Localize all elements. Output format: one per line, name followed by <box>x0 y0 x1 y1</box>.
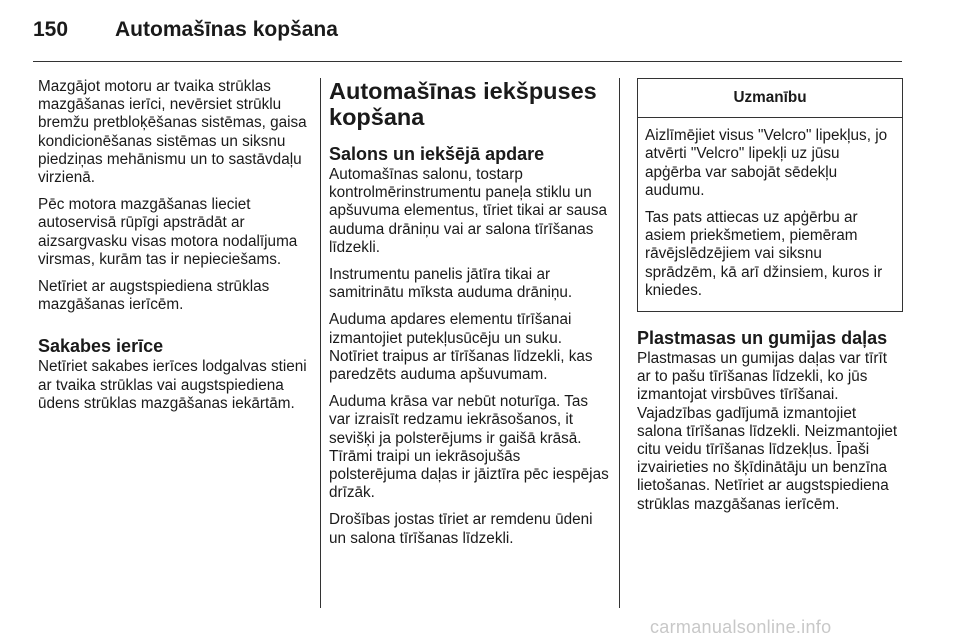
section-title: Automašīnas iekšpuses kopšana <box>329 78 597 130</box>
subheading-interior: Salons un iekšējā apdare <box>329 144 545 164</box>
page-title: Automašīnas kopšana <box>115 18 338 41</box>
paragraph: Instrumentu panelis jātīra tikai ar samitrinātu mīksta auduma drāniņu. <box>329 266 573 302</box>
subheading-plastic-rubber: Plastmasas un gumijas daļas <box>637 328 888 349</box>
caution-heading: Uzmanību <box>638 79 902 118</box>
paragraph: Netīriet ar augstspiediena strūklas mazgāšanas ierīcēm. <box>38 278 270 314</box>
paragraph: Auduma apdares elementu tīrīšanai izmantojiet putekļusūcēju un suku. Notīriet traipus ar tīrīšanas līdzekli, kas paredzēts auduma apšuvumam. <box>329 311 593 384</box>
paragraph: Netīriet sakabes ierīces lodgalvas stieni ar tvaika strūklas vai augstspiediena ūdens strūklas mazgāšanas iekārtām. <box>38 358 307 412</box>
paragraph: Tas pats attiecas uz apģērbu ar asiem priekšmetiem, piemēram rāvējslēdzējiem vai siksnu sprādzēm, kā arī džinsiem, kuros ir kniedes. <box>645 209 883 299</box>
page-header <box>33 18 338 50</box>
paragraph: Auduma krāsa var nebūt noturīga. Tas var izraisīt redzamu iekrāsošanos, it sevišķi ja polsterējums ir gaišā krāsā. Tīrāmi traipi un iekrāsojušās polsterējuma daļas ir jāiztīra pēc iespējas drīzāk. <box>329 393 609 502</box>
watermark: carmanualsonline.info <box>650 617 832 637</box>
paragraph: Drošības jostas tīriet ar remdenu ūdeni un salona tīrīšanas līdzekli. <box>329 511 593 547</box>
caution-box <box>637 78 903 312</box>
column-left <box>38 78 308 422</box>
column-middle <box>329 78 609 557</box>
caution-body <box>638 118 902 311</box>
paragraph: Pēc motora mazgāšanas lieciet autoservisā rūpīgi apstrādāt ar aizsargvasku visas motora nodalījuma virsmas, kurām tas ir nepieciešams. <box>38 196 298 268</box>
column-right <box>637 78 903 523</box>
paragraph: Mazgājot motoru ar tvaika strūklas mazgāšanas ierīci, nevērsiet strūklu bremžu pretbloķēšanas sistēmas, gaisa kondicionēšanas sistēmas un siksnu piedziņas mehānismu un to sastāvdaļu virzienā. <box>38 78 307 187</box>
page-number: 150 <box>33 18 69 41</box>
paragraph: Automašīnas salonu, tostarp kontrolmērinstrumentu paneļa stiklu un apšuvuma elementus, tīriet tikai ar sausa auduma drāniņu vai ar salona tīrīšanas līdzekli. <box>329 166 608 256</box>
paragraph: Aizlīmējiet visus "Velcro" lipekļus, jo atvērti "Velcro" lipekļi uz jūsu apģērba var sabojāt sēdekļu audumu. <box>645 127 888 199</box>
header-divider <box>33 61 902 62</box>
column-divider <box>320 78 321 608</box>
subheading-towbar: Sakabes ierīce <box>38 336 164 357</box>
column-divider <box>619 78 620 608</box>
paragraph: Plastmasas un gumijas daļas var tīrīt ar to pašu tīrīšanas līdzekli, ko jūs izmantojat virsbūves tīrīšanai. Vajadzības gadījumā izmantojiet salona tīrīšanas līdzekli. Neizmantojiet citu veidu tīrīšanas līdzekļus. Īpaši izvairieties no šķīdinātāju un benzīna lietošanas. Netīriet ar augstspiediena strūklas mazgāšanas ierīcēm. <box>637 350 898 513</box>
